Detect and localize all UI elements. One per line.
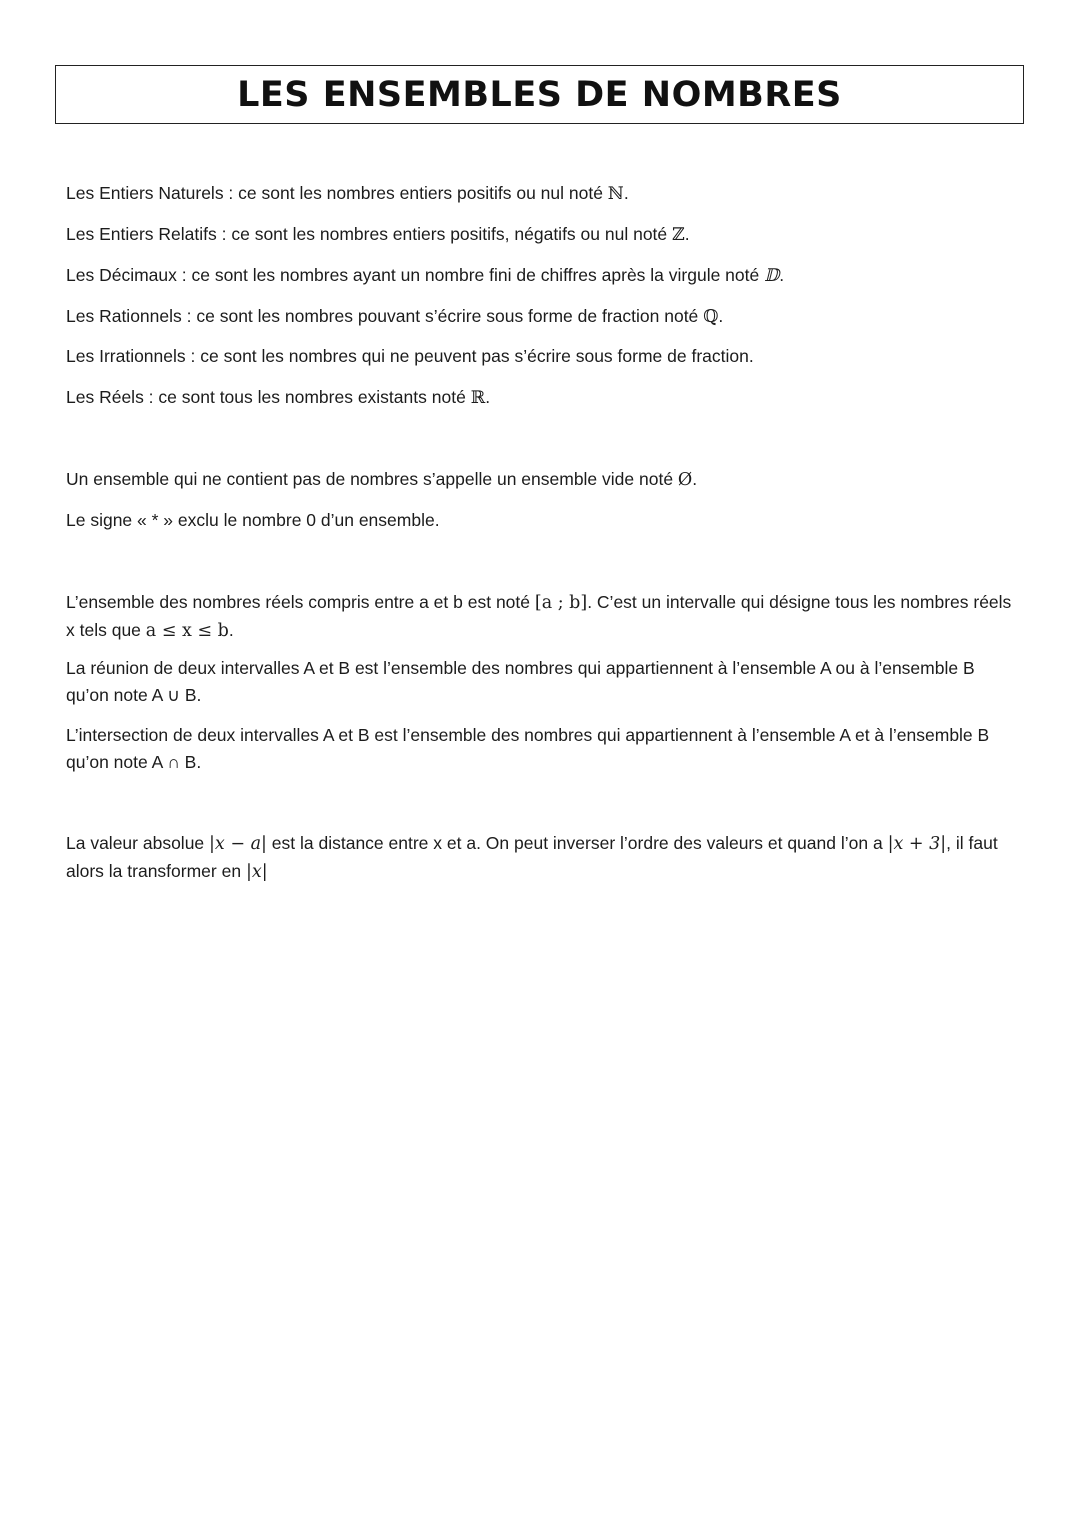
union-paragraph: La réunion de deux intervalles A et B est l’ensemble des nombres qui appartiennent à l’ensemble A ou à l’ensemble B qu’on note A ∪ B. <box>66 658 975 705</box>
absolute-value-paragraph: La valeur absolue |x − a| est la distance entre x et a. On peut inverser l’ordre des valeurs et quand l’on a |x + 3|, il faut alors la transformer en |x| <box>66 833 998 882</box>
set-symbol-z: ℤ <box>672 225 685 245</box>
set-symbol-r: ℝ <box>470 388 486 408</box>
set-symbol-q: ℚ <box>703 307 719 327</box>
definition-reels: Les Réels : ce sont tous les nombres existants noté ℝ. <box>66 387 491 408</box>
set-symbol-n: ℕ <box>607 184 624 204</box>
absolute-expr-2: |x + 3| <box>887 834 947 854</box>
definition-label: Les Irrationnels : <box>66 346 196 366</box>
definition-label: Les Réels : <box>66 387 154 407</box>
title-box <box>55 65 1024 124</box>
definition-text: ce sont tous les nombres existants noté <box>153 387 471 407</box>
definition-relatifs: Les Entiers Relatifs : ce sont les nombres entiers positifs, négatifs ou nul noté ℤ. <box>66 224 690 245</box>
definition-label: Les Rationnels : <box>66 306 192 326</box>
definition-irrationnels <box>66 343 1016 370</box>
empty-set-paragraph: Un ensemble qui ne contient pas de nombres s’appelle un ensemble vide noté Ø. <box>66 469 698 490</box>
absolute-expr-1: |x − a| <box>209 834 267 854</box>
definition-text: ce sont les nombres entiers positifs ou nul noté <box>233 183 608 203</box>
page-title: LES ENSEMBLES DE NOMBRES <box>237 74 842 115</box>
definition-text: ce sont les nombres ayant un nombre fini de chiffres après la virgule noté <box>186 265 765 285</box>
interval-notation: [a ; b] <box>534 593 588 613</box>
definition-rationnels: Les Rationnels : ce sont les nombres pouvant s’écrire sous forme de fraction noté ℚ. <box>66 306 724 327</box>
interval-inequality: a ≤ x ≤ b <box>145 620 229 641</box>
definition-label: Les Décimaux : <box>66 265 187 285</box>
set-symbol-d: 𝔻 <box>764 266 780 286</box>
definition-text: ce sont les nombres entiers positifs, négatifs ou nul noté <box>226 224 673 244</box>
empty-set-symbol: Ø <box>677 470 693 490</box>
definition-decimaux: Les Décimaux : ce sont les nombres ayant un nombre fini de chiffres après la virgule noté 𝔻. <box>66 265 785 286</box>
definition-label: Les Entiers Relatifs : <box>66 224 227 244</box>
absolute-expr-3: |x| <box>245 861 268 882</box>
intersection-paragraph: L’intersection de deux intervalles A et B est l’ensemble des nombres qui appartiennent à l’ensemble A et à l’ensemble B qu’on note A ∩ B. <box>66 725 990 772</box>
definition-naturels: Les Entiers Naturels : ce sont les nombres entiers positifs ou nul noté ℕ. <box>66 183 629 204</box>
interval-paragraph: L’ensemble des nombres réels compris entre a et b est noté [a ; b]. C’est un intervalle qui désigne tous les nombres réels x tels que a ≤ x ≤ b. <box>66 592 1012 641</box>
definition-text: ce sont les nombres qui ne peuvent pas s’écrire sous forme de fraction. <box>195 346 754 366</box>
star-sign-paragraph: Le signe « * » exclu le nombre 0 d’un ensemble. <box>66 510 440 530</box>
definition-text: ce sont les nombres pouvant s’écrire sous forme de fraction noté <box>191 306 704 326</box>
definition-label: Les Entiers Naturels : <box>66 183 234 203</box>
